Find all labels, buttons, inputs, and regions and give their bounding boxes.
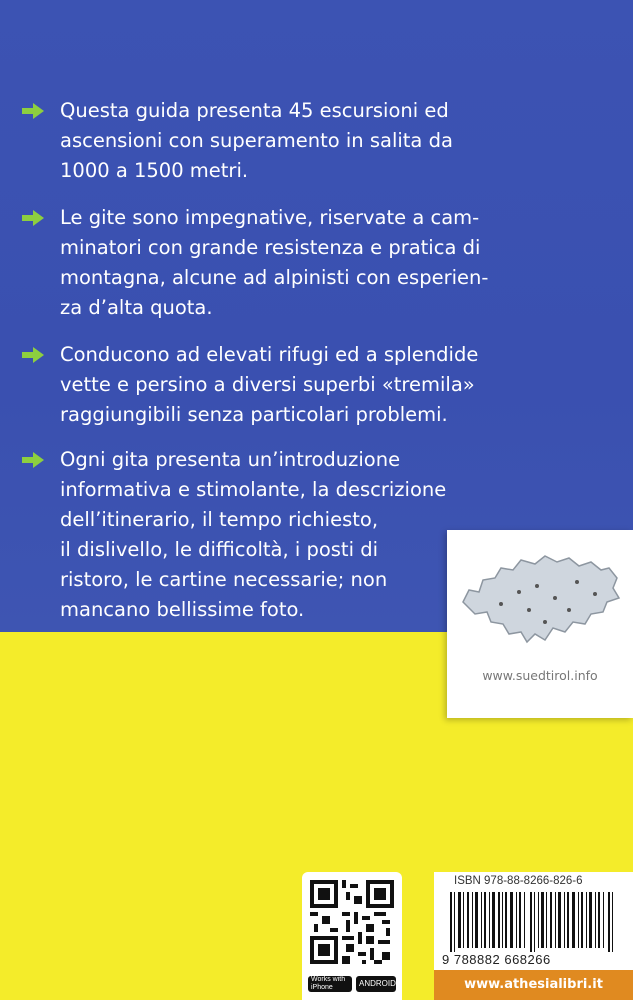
bullet-line: mancano bellissime foto.	[60, 598, 305, 621]
bullet-line: minatori con grande resistenza e pratica di	[60, 236, 481, 259]
arrow-bullet-icon	[22, 452, 44, 468]
android-badge	[356, 976, 396, 992]
isbn-label: ISBN 978-88-8266-826-6	[454, 875, 583, 887]
bullet-line: 1000 a 1500 metri.	[60, 159, 249, 182]
bullet-paragraph-3	[60, 340, 520, 430]
bullet-line: Ogni gita presenta un’introduzione	[60, 448, 401, 471]
bullet-line: Le gite sono impegnative, riservate a cam-	[60, 206, 480, 229]
arrow-bullet-icon	[22, 347, 44, 363]
bullet-paragraph-1	[60, 96, 520, 186]
bullet-line: il dislivello, le difficoltà, i posti di	[60, 538, 378, 561]
bullet-line: dell’itinerario, il tempo richiesto,	[60, 508, 379, 531]
bullet-line: informativa e stimolante, la descrizione	[60, 478, 447, 501]
bullet-line: Conducono ad elevati rifugi ed a splendide	[60, 343, 479, 366]
barcode-icon	[448, 892, 618, 952]
bullet-line: za d’alta quota.	[60, 296, 213, 319]
bullet-line: montagna, alcune ad alpinisti con esperien-	[60, 266, 489, 289]
website-url[interactable]: www.suedtirol.info	[482, 668, 598, 683]
works-with-iphone-badge	[308, 976, 352, 992]
bullet-line: ascensioni con superamento in salita da	[60, 129, 453, 152]
arrow-bullet-icon	[22, 210, 44, 226]
arrow-bullet-icon	[22, 103, 44, 119]
bullet-line: vette e persino a diversi superbi «tremila»	[60, 373, 475, 396]
publisher-url[interactable]: www.athesialibri.it	[434, 970, 633, 1000]
qr-code-icon[interactable]	[310, 880, 394, 964]
qr-code-panel	[302, 872, 402, 1000]
badge-iphone-text: iPhone	[311, 984, 333, 991]
bullet-paragraph-2	[60, 203, 520, 323]
bullet-line: raggiungibili senza particolari problemi.	[60, 403, 448, 426]
isbn-panel	[434, 872, 633, 1000]
badge-android-text: ANDROID	[359, 979, 396, 988]
map-card	[447, 530, 633, 718]
south-tyrol-map-icon	[457, 552, 623, 648]
badge-top-text: Works with	[311, 976, 346, 983]
bullet-line: Questa guida presenta 45 escursioni ed	[60, 99, 449, 122]
barcode-number: 9 788882 668266	[442, 952, 551, 967]
bullet-line: ristoro, le cartine necessarie; non	[60, 568, 388, 591]
